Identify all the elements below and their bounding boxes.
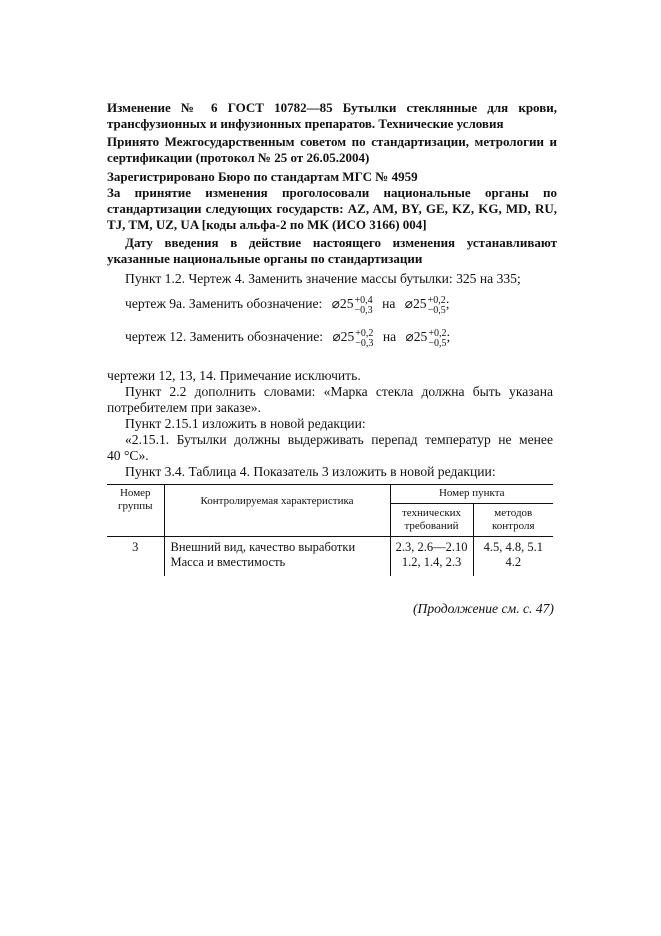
drawing-12-prefix: чертеж 12. Заменить обозначение:	[125, 329, 324, 344]
drawing-9a-old-tolerance	[355, 296, 373, 316]
cell-tech	[390, 537, 473, 577]
drawing-12-new-base: ⌀25	[405, 329, 428, 344]
table-row	[107, 537, 553, 577]
cell-characteristic	[164, 537, 390, 577]
drawing-9a-old-lower: −0,3	[354, 305, 373, 316]
drawing-12-line	[125, 329, 450, 349]
item-3-4: Пункт 3.4. Таблица 4. Показатель 3 изложить в новой редакции:	[125, 464, 496, 479]
methods-line-1: 4.5, 4.8, 5.1	[483, 540, 543, 554]
drawing-12-old-upper: +0,2	[355, 328, 374, 339]
drawing-12-mid: на	[382, 329, 397, 344]
drawing-9a-old-upper: +0,4	[354, 295, 373, 306]
voting-states: За принятие изменения проголосовали национальные органы по стандартизации следующих государств: AZ, AM, BY, GE, KZ, KG, MD, RU, TJ, TM, UZ, UA [коды альфа-2 по МК (ИСО 3166) 004]	[107, 185, 557, 232]
drawing-9a-new-base: ⌀25	[404, 296, 427, 311]
item-2-2-line1: Пункт 2.2 дополнить словами: «Марка стекла должна быть указана	[125, 384, 553, 399]
drawing-9a-new-lower: −0,5	[427, 305, 446, 316]
drawing-12-old-lower: −0,3	[355, 338, 374, 349]
cell-group: 3	[107, 537, 164, 577]
header-methods: методов контроля	[473, 504, 553, 537]
methods-line-2: 4.2	[505, 555, 522, 569]
header-item-number: Номер пункта	[390, 485, 553, 504]
quote-line2: 40 °С».	[107, 448, 149, 463]
adopted-by: Принято Межгосударственным советом по стандартизации, метрологии и сертификации (протокол № 25 от 26.05.2004)	[107, 134, 557, 165]
characteristic-line-2: Масса и вместимость	[170, 555, 286, 569]
drawing-12-old-base: ⌀25	[332, 329, 355, 344]
header-characteristic: Контролируемая характеристика	[164, 485, 390, 537]
effective-date: Дату введения в действие настоящего изменения устанавливают указанные национальные органы по стандартизации	[107, 235, 557, 266]
table-4	[107, 484, 553, 576]
header-tech-requirements: технических требований	[390, 504, 473, 537]
item-2-2-line2: потребителем при заказе».	[107, 400, 261, 415]
characteristic-line-1: Внешний вид, качество выработки	[170, 540, 356, 554]
cell-methods	[473, 537, 553, 577]
item-1-2: Пункт 1.2. Чертеж 4. Заменить значение массы бутылки: 325 на 335;	[125, 271, 521, 286]
drawing-12-new-lower: −0,5	[428, 338, 447, 349]
header-group-number: Номер группы	[107, 485, 164, 537]
drawing-9a-end: ;	[445, 296, 450, 311]
continuation-note: (Продолжение см. с. 47)	[413, 601, 554, 616]
drawing-9a-line	[125, 296, 449, 316]
drawings-note: чертежи 12, 13, 14. Примечание исключить.	[107, 368, 361, 383]
drawing-12-new-upper: +0,2	[428, 328, 447, 339]
tech-line-2: 1.2, 1.4, 2.3	[401, 555, 462, 569]
amendment-title: Изменение № 6 ГОСТ 10782—85 Бутылки стеклянные для крови, трансфузионных и инфузионных препаратов. Технические условия	[107, 100, 557, 131]
drawing-12-old-tolerance	[355, 329, 373, 349]
item-2-15-1: Пункт 2.15.1 изложить в новой редакции:	[125, 416, 366, 431]
quote-line1: «2.15.1. Бутылки должны выдерживать перепад температур не менее	[125, 432, 553, 447]
drawing-12-new-tolerance	[428, 329, 446, 349]
drawing-9a-new-upper: +0,2	[427, 295, 446, 306]
drawing-9a-old-base: ⌀25	[331, 296, 354, 311]
tech-line-1: 2.3, 2.6—2.10	[395, 540, 468, 554]
registration: Зарегистрировано Бюро по стандартам МГС № 4959	[107, 169, 418, 184]
drawing-9a-prefix: чертеж 9а. Заменить обозначение:	[125, 296, 323, 311]
drawing-9a-mid: на	[382, 296, 396, 311]
drawing-9a-new-tolerance	[428, 296, 446, 316]
drawing-12-end: ;	[446, 329, 451, 344]
